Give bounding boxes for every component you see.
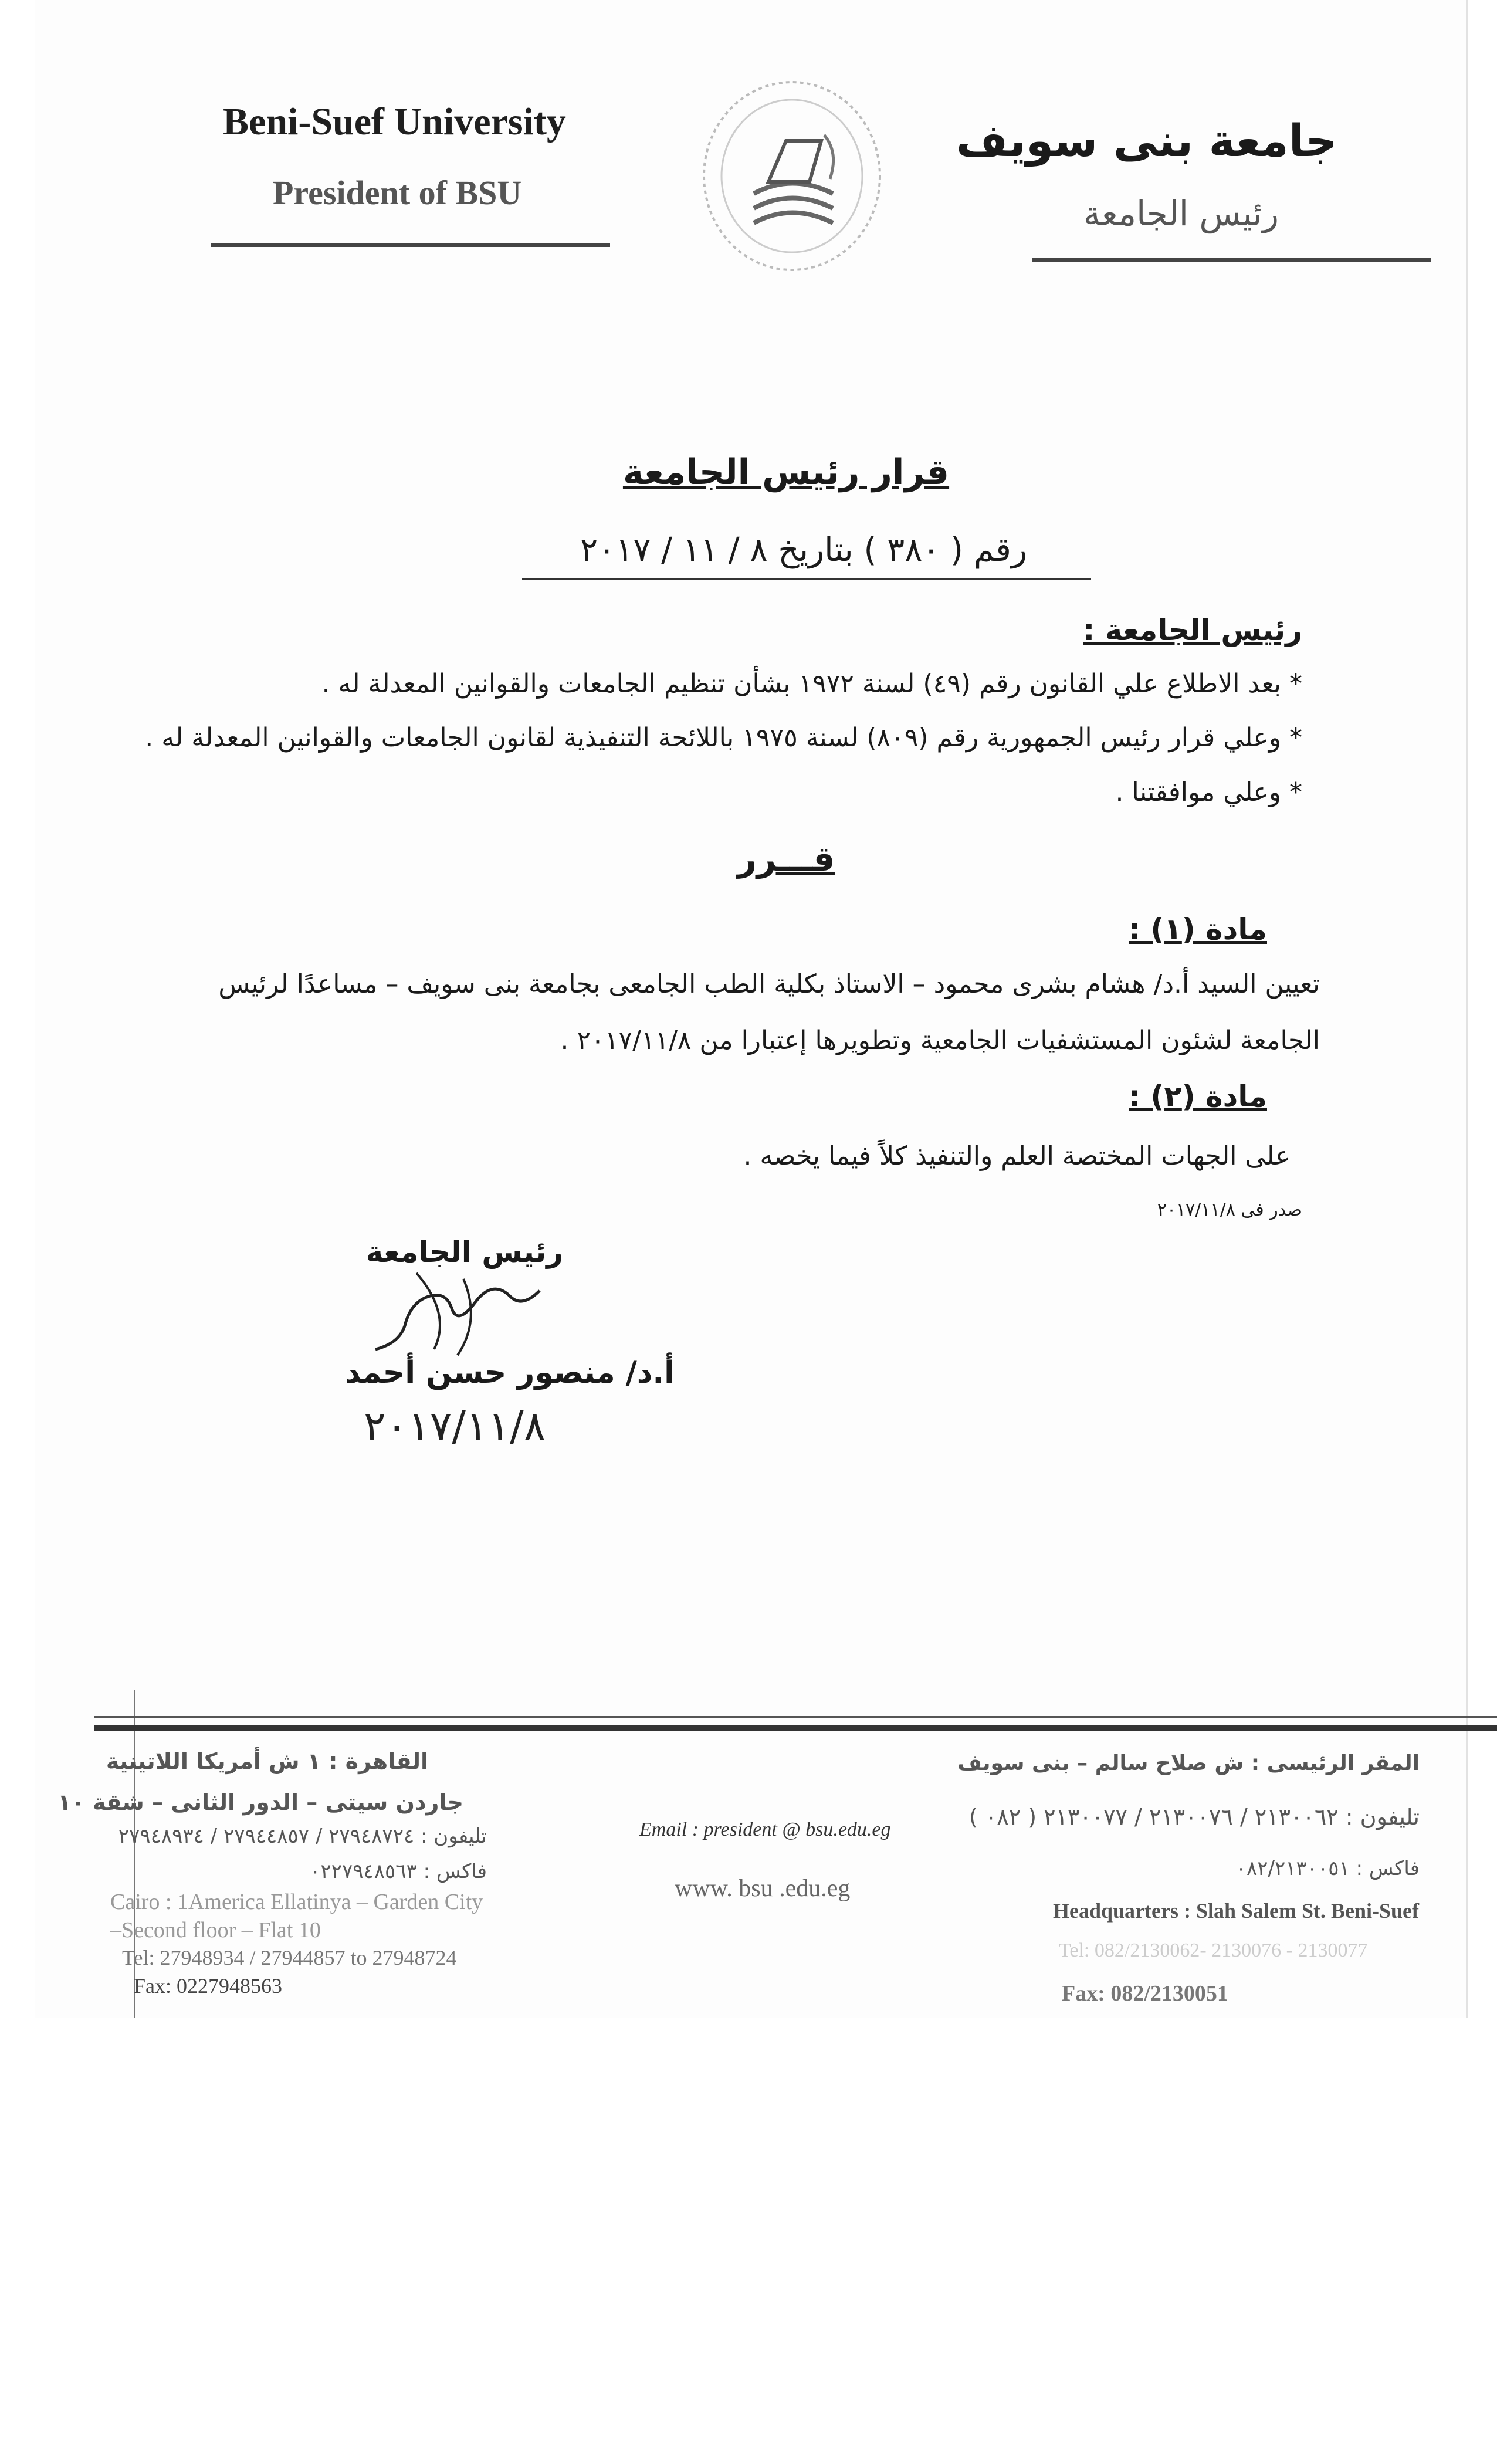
footer-cairo-ar-line-3: تليفون : ٢٧٩٤٨٧٢٤ / ٢٧٩٤٤٨٥٧ / ٢٧٩٤٨٩٣٤	[118, 1825, 487, 1848]
footer-website: www. bsu .edu.eg	[675, 1875, 851, 1902]
footer-cairo-ar-line-1: القاهرة : ١ ش أمريكا اللاتينية	[106, 1748, 428, 1774]
document-page	[35, 0, 1468, 2018]
footer-cairo-en-line-1: Cairo : 1America Ellatinya – Garden City	[110, 1890, 483, 1914]
article-2-line-1: على الجهات المختصة العلم والتنفيذ كلاً فيما يخصه .	[743, 1141, 1291, 1171]
footer-email: Email : president @ bsu.edu.eg	[639, 1819, 891, 1840]
university-logo-icon	[698, 76, 886, 276]
footer-hq-en-line-1: Headquarters : Slah Salem St. Beni-Suef	[1053, 1899, 1420, 1923]
footer-rule-thin	[94, 1716, 1497, 1718]
article-1-line-2: الجامعة لشئون المستشفيات الجامعية وتطويرها إعتبارا من ٢٠١٧/١١/٨ .	[560, 1025, 1320, 1055]
preamble-title: رئيس الجامعة :	[1083, 613, 1302, 647]
footer-cairo-en-line-3: Tel: 27948934 / 27944857 to 27948724	[122, 1946, 457, 1969]
president-title-en: President of BSU	[273, 174, 522, 212]
handwritten-date: ٢٠١٧/١١/٨	[364, 1402, 546, 1450]
footer-rule-thick	[94, 1725, 1497, 1731]
footer-hq-ar-line-3: فاكس : ٠٨٢/٢١٣٠٠٥١	[1235, 1857, 1420, 1880]
footer-cairo-ar-line-2: جاردن سيتى – الدور الثانى – شقة ١٠	[57, 1789, 463, 1815]
article-1-title: مادة (١) :	[1129, 912, 1267, 946]
footer-cairo-ar-line-4: فاكس : ٠٢٢٧٩٤٨٥٦٣	[310, 1860, 487, 1883]
handwritten-signature-icon	[364, 1261, 557, 1367]
decision-number-date: رقم ( ٣٨٠ ) بتاريخ ٨ / ١١ / ٢٠١٧	[580, 531, 1027, 569]
article-1-line-1: تعيين السيد أ.د/ هشام بشرى محمود – الاستاذ بكلية الطب الجامعى بجامعة بنى سويف – مساعدًا لرئيس	[218, 969, 1320, 999]
signatory-name: أ.د/ منصور حسن أحمد	[344, 1355, 675, 1390]
preamble-line-2: * وعلي قرار رئيس الجمهورية رقم (٨٠٩) لسنة ١٩٧٥ باللائحة التنفيذية لقانون الجامعات والقوانين المعدلة له .	[145, 723, 1302, 753]
footer-hq-en-line-2: Tel: 082/2130062- 2130076 - 2130077	[1059, 1940, 1368, 1961]
letterhead-rule-right	[1032, 258, 1431, 262]
president-title-ar: رئيس الجامعة	[1083, 194, 1279, 233]
university-name-en: Beni-Suef University	[223, 100, 566, 143]
footer-hq-ar-line-2: تليفون : ٢١٣٠٠٦٢ / ٢١٣٠٠٧٦ / ٢١٣٠٠٧٧ ( ٠٨٢ )	[968, 1804, 1420, 1830]
signature-title: رئيس الجامعة	[365, 1235, 563, 1269]
footer-cairo-en-line-2: –Second floor – Flat 10	[110, 1918, 321, 1942]
letterhead-rule-left	[211, 243, 610, 247]
decision-number-underline	[522, 578, 1091, 580]
article-2-title: مادة (٢) :	[1129, 1079, 1267, 1113]
preamble-line-1: * بعد الاطلاع علي القانون رقم (٤٩) لسنة ١٩٧٢ بشأن تنظيم الجامعات والقوانين المعدلة له .	[321, 669, 1302, 699]
footer-cairo-en-line-4: Fax: 0227948563	[134, 1974, 283, 1998]
footer-hq-ar-line-1: المقر الرئيسى : ش صلاح سالم – بنى سويف	[957, 1751, 1420, 1775]
decides-heading: قـــرر	[737, 839, 835, 879]
preamble-line-3: * وعلي موافقتنا .	[1115, 777, 1302, 807]
university-name-ar: جامعة بنى سويف	[956, 114, 1337, 167]
decision-heading: قرار رئيس الجامعة	[622, 452, 950, 493]
issued-date: صدر فى ٢٠١٧/١١/٨	[1157, 1200, 1302, 1220]
footer-hq-en-line-3: Fax: 082/2130051	[1062, 1981, 1228, 2006]
